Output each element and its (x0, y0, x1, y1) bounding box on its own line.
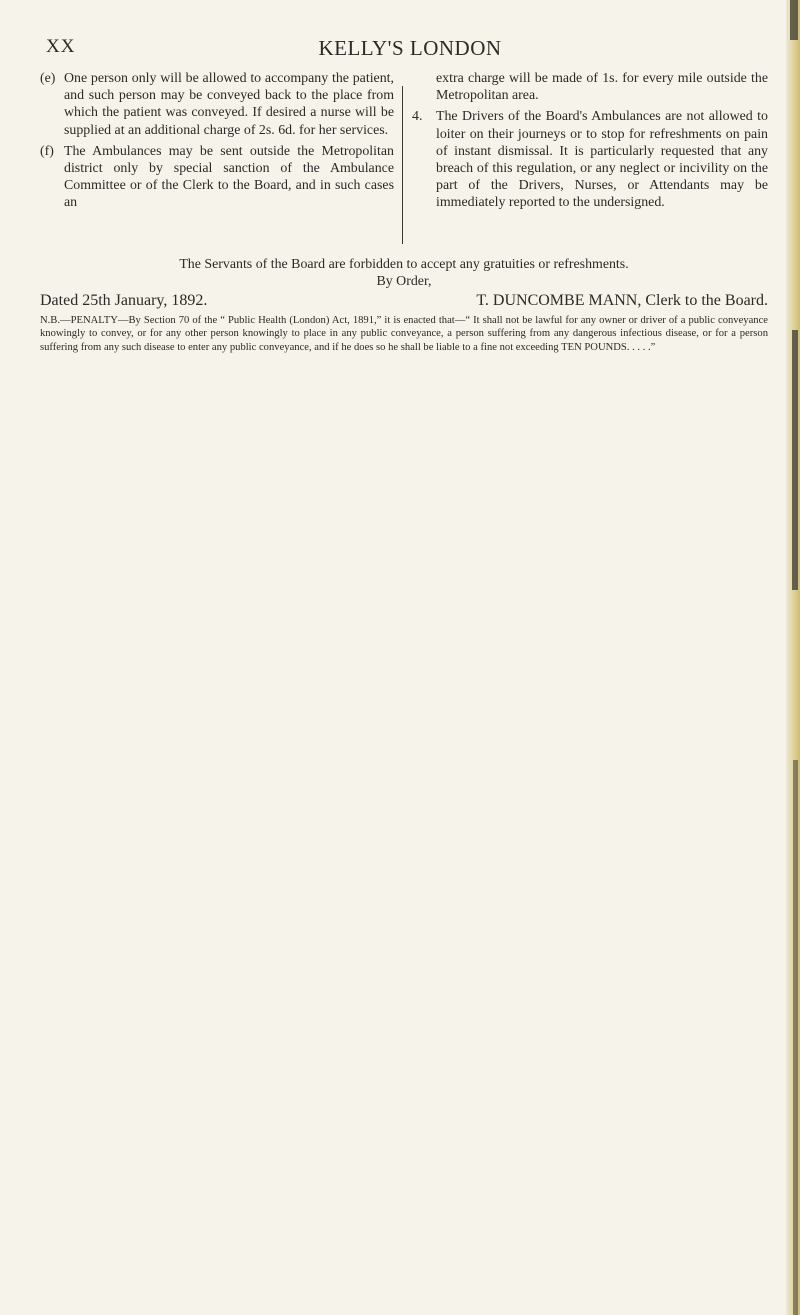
page-edge-shadow-middle (792, 330, 798, 590)
signature: T. DUNCOMBE MANN, Clerk to the Board. (476, 292, 768, 309)
clause-f-continuation: extra charge will be made of 1s. for every mile outside the Metropolitan area. (436, 71, 768, 104)
page-number: XX (46, 36, 76, 57)
clause-marker: 4. (412, 109, 423, 125)
right-column (412, 70, 768, 216)
clause-marker: (f) (40, 143, 54, 159)
clause-text: The Ambulances may be sent outside the Metropolitan district only by special sanction of the Ambulance Committee or of the Clerk to the Board, and in such cases an (64, 143, 394, 211)
clause-e (40, 70, 394, 139)
page-header (40, 36, 780, 64)
penalty-note: N.B.—PENALTY—By Section 70 of the “ Public Health (London) Act, 1891,” it is enacted that—“ It shall not be lawful for any owner or driver of a public conveyance knowingly to convey, or for any other person knowingly to place in any public conveyance, a person suffering from any dangerous infectious disease, or for a person suffering from any such disease to enter any public conveyance, and if he does so he shall be liable to a fine not exceeding TEN POUNDS. . . . .” (40, 315, 768, 353)
clause-4 (412, 108, 768, 211)
clause-text: The Drivers of the Board's Ambulances are not allowed to loiter on their journeys or to stop for refreshments on pain of instant dismissal. It is particularly requested that any breach of this regulation, or any neglect or incivility on the part of the Drivers, Nurses, or Attendants may be immediately reported to the undersigned. (436, 109, 768, 211)
left-column (40, 70, 394, 216)
page-edge-shadow-bottom (793, 760, 798, 1315)
clause-text: One person only will be allowed to accompany the patient, and such person may be conveyed back to the place from which the patient was conveyed. If desired a nurse will be supplied at an additional charge of 2s. 6d. for her services. (64, 71, 394, 138)
clause-marker: (e) (40, 71, 56, 86)
servants-notice: The Servants of the Board are forbidden to accept any gratuities or refreshments. (179, 257, 629, 272)
date: Dated 25th January, 1892. (40, 292, 208, 309)
by-order: By Order, (376, 274, 432, 289)
clause-f (40, 143, 394, 212)
page-edge-shadow-top (790, 0, 798, 40)
running-title: KELLY'S LONDON (318, 36, 502, 60)
column-divider (402, 86, 403, 244)
